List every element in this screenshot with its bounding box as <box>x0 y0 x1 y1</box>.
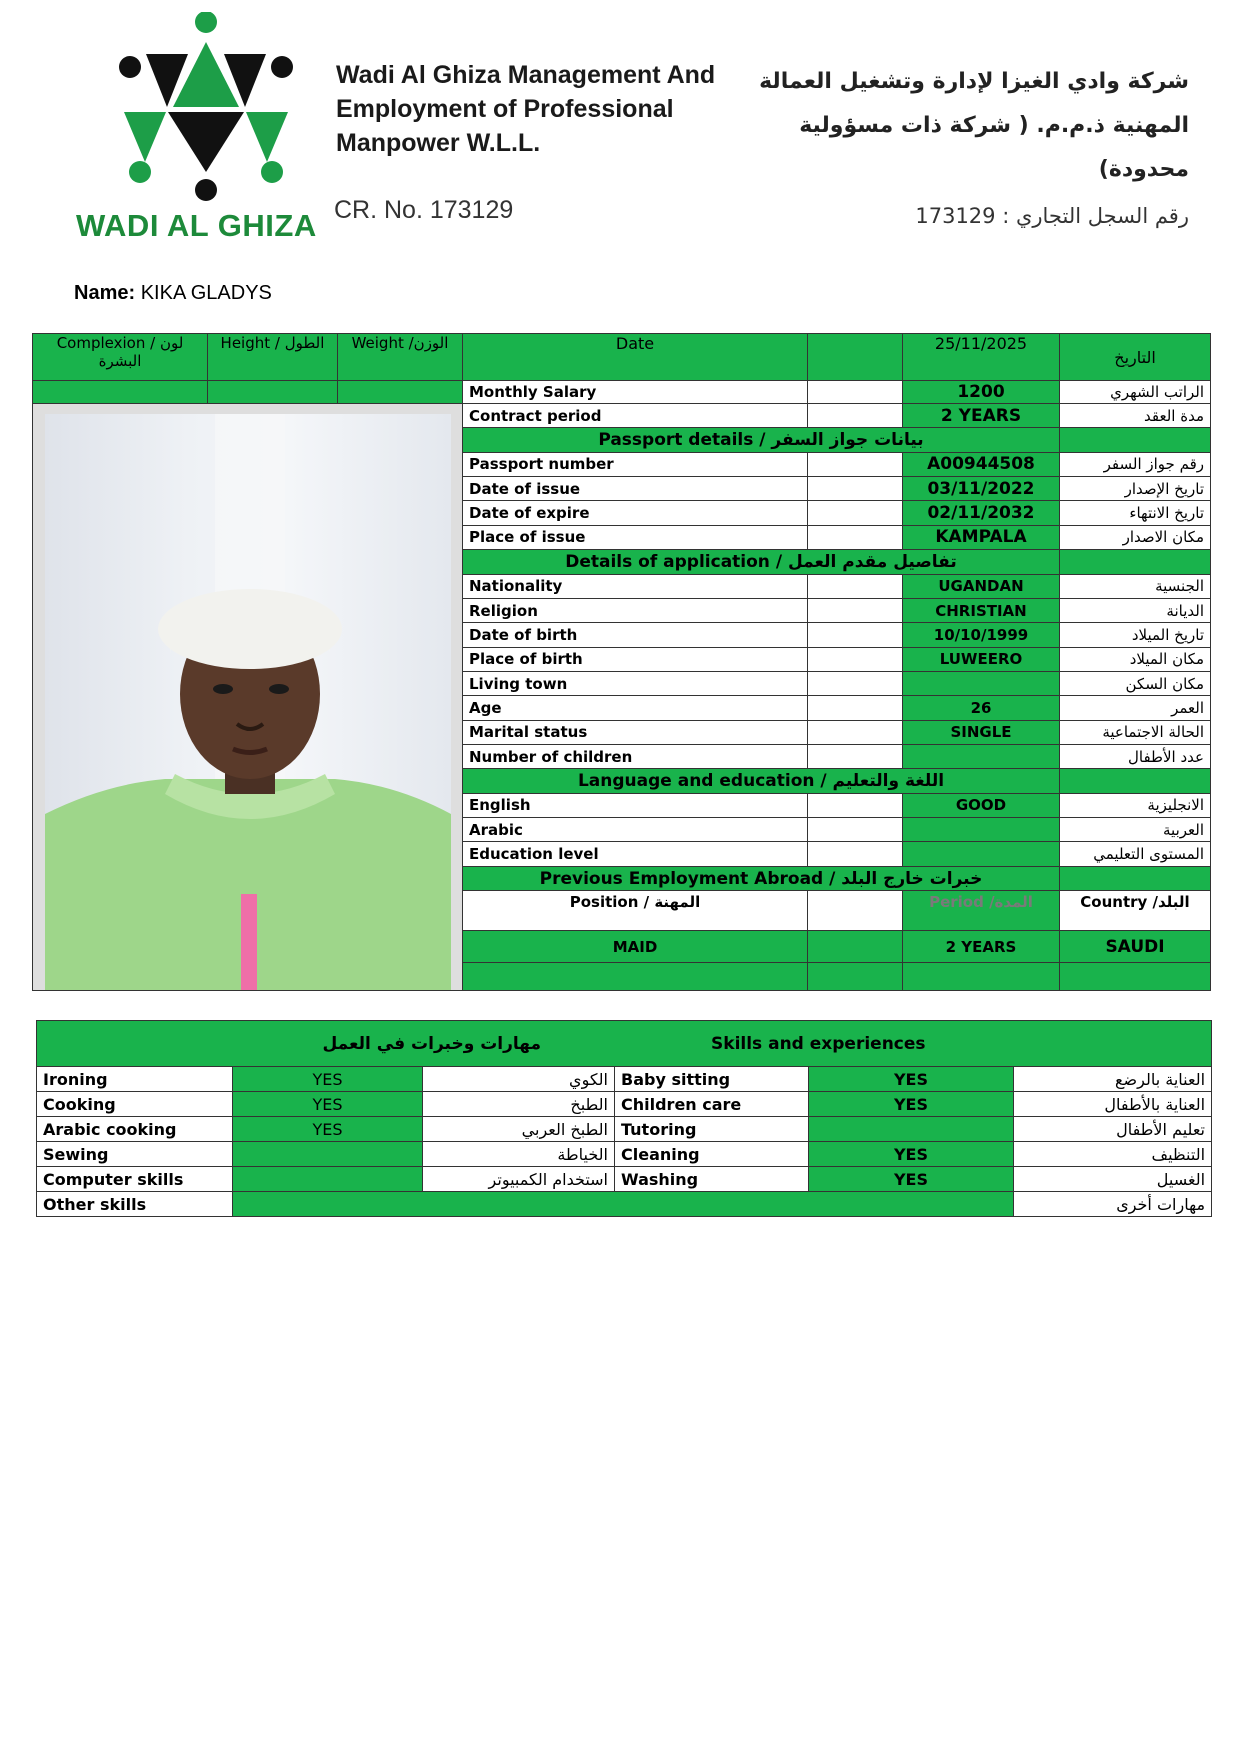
logo-triangle-mid <box>168 112 244 172</box>
skills-header-ar: مهارات وخبرات في العمل <box>322 1033 542 1054</box>
skill-value: YES <box>233 1092 423 1117</box>
empty-cell <box>808 334 903 381</box>
skill-label-ar: مهارات أخرى <box>1014 1192 1212 1217</box>
skill-value: YES <box>233 1067 423 1092</box>
skill-label: Tutoring <box>615 1117 809 1142</box>
weight-label: Weight /الوزن <box>338 334 463 381</box>
field-value: A00944508 <box>903 452 1060 476</box>
empty-cell <box>808 745 903 769</box>
date-label-ar: التاريخ <box>1060 334 1211 381</box>
candidate-photo-illustration <box>45 414 451 990</box>
skill-value: YES <box>809 1167 1014 1192</box>
skill-label: Sewing <box>37 1142 233 1167</box>
company-name-ar <box>759 60 1189 192</box>
field-value: UGANDAN <box>903 574 1060 598</box>
company-name-ar-line: المهنية ذ.م.م. ( شركة ذات مسؤولية <box>799 113 1189 138</box>
field-label-ar: الانجليزية <box>1060 793 1211 817</box>
skill-value: YES <box>809 1067 1014 1092</box>
skill-label-ar: تعليم الأطفال <box>1014 1117 1212 1142</box>
position-col-header: Position / المهنة <box>463 891 808 931</box>
empty-cell <box>808 931 903 963</box>
contract-value: 2 YEARS <box>903 404 1060 428</box>
height-value <box>208 381 338 404</box>
skill-value <box>809 1117 1014 1142</box>
company-name-en-line: Manpower W.L.L. <box>336 129 541 157</box>
field-label-ar: تاريخ الإصدار <box>1060 477 1211 501</box>
logo-wordmark: WADI AL GHIZA <box>76 208 317 243</box>
employment-country: SAUDI <box>1060 931 1211 963</box>
field-label: English <box>463 793 808 817</box>
empty-cell <box>1060 866 1211 890</box>
empty-cell <box>808 477 903 501</box>
company-name-en-line: Wadi Al Ghiza Management And <box>336 61 716 89</box>
company-name-en-line: Employment of Professional <box>336 95 674 123</box>
skill-value <box>233 1167 423 1192</box>
empty-cell <box>808 842 903 866</box>
field-label-ar: العمر <box>1060 696 1211 720</box>
field-label: Place of issue <box>463 525 808 549</box>
skill-label-ar: الغسيل <box>1014 1167 1212 1192</box>
employment-position: MAID <box>463 931 808 963</box>
empty-cell <box>463 963 808 991</box>
employment-section-header: Previous Employment Abroad / خبرات خارج البلد <box>463 866 1060 890</box>
skill-label: Arabic cooking <box>37 1117 233 1142</box>
empty-cell <box>808 818 903 842</box>
field-value: 26 <box>903 696 1060 720</box>
field-label-ar: عدد الأطفال <box>1060 745 1211 769</box>
field-label-ar: مدة العقد <box>1060 404 1211 428</box>
field-label: Marital status <box>463 720 808 744</box>
empty-cell <box>808 696 903 720</box>
language-section-header: Language and education / اللغة والتعليم <box>463 769 1060 793</box>
company-name-ar-line: محدودة) <box>1098 157 1189 182</box>
empty-cell <box>808 381 903 404</box>
cr-number-en: CR. No. 173129 <box>334 196 514 224</box>
empty-cell <box>808 452 903 476</box>
field-value: 03/11/2022 <box>903 477 1060 501</box>
logo-dot-top <box>195 12 217 33</box>
skill-label: Computer skills <box>37 1167 233 1192</box>
field-label-ar: الحالة الاجتماعية <box>1060 720 1211 744</box>
skill-label-ar: العناية بالرضع <box>1014 1067 1212 1092</box>
field-value: KAMPALA <box>903 525 1060 549</box>
skill-label: Baby sitting <box>615 1067 809 1092</box>
field-value: GOOD <box>903 793 1060 817</box>
empty-cell <box>1060 550 1211 574</box>
skill-label: Washing <box>615 1167 809 1192</box>
salary-value: 1200 <box>903 381 1060 404</box>
company-name-en <box>336 58 715 160</box>
field-value: 02/11/2032 <box>903 501 1060 525</box>
date-label: Date <box>463 334 808 381</box>
skill-label-ar: الكوي <box>423 1067 615 1092</box>
empty-cell <box>808 598 903 622</box>
field-label-ar: مكان الاصدار <box>1060 525 1211 549</box>
field-label: Date of issue <box>463 477 808 501</box>
logo-triangle-br <box>246 112 288 162</box>
employment-period: 2 YEARS <box>903 931 1060 963</box>
passport-section-header: Passport details / بيانات جواز السفر <box>463 428 1060 452</box>
empty-cell <box>808 647 903 671</box>
skill-label: Cleaning <box>615 1142 809 1167</box>
empty-cell <box>808 574 903 598</box>
field-label-ar: مكان الميلاد <box>1060 647 1211 671</box>
empty-cell <box>808 793 903 817</box>
empty-cell <box>1060 963 1211 991</box>
period-col-header: Period /المدة <box>903 891 1060 931</box>
skill-label: Children care <box>615 1092 809 1117</box>
empty-cell <box>808 891 903 931</box>
field-label-ar: الراتب الشهري <box>1060 381 1211 404</box>
skill-value: YES <box>809 1092 1014 1117</box>
empty-cell <box>903 963 1060 991</box>
empty-cell <box>808 525 903 549</box>
candidate-photo <box>45 414 451 990</box>
skill-label-ar: الخياطة <box>423 1142 615 1167</box>
skill-value: YES <box>233 1117 423 1142</box>
field-label: Age <box>463 696 808 720</box>
field-label-ar: الجنسية <box>1060 574 1211 598</box>
cr-number-ar: رقم السجل التجاري : 173129 <box>915 204 1189 228</box>
field-label: Place of birth <box>463 647 808 671</box>
skill-label: Ironing <box>37 1067 233 1092</box>
skills-table <box>36 1020 1212 1217</box>
empty-cell <box>808 501 903 525</box>
field-label: Date of expire <box>463 501 808 525</box>
field-label: Arabic <box>463 818 808 842</box>
skills-section-header <box>37 1021 1212 1067</box>
skill-label-ar: الطبخ العربي <box>423 1117 615 1142</box>
empty-cell <box>808 671 903 695</box>
skill-value: YES <box>809 1142 1014 1167</box>
field-label-ar: رقم جواز السفر <box>1060 452 1211 476</box>
skill-value <box>233 1142 423 1167</box>
skill-label-ar: استخدام الكمبيوتر <box>423 1167 615 1192</box>
field-label: Education level <box>463 842 808 866</box>
photo-cell <box>33 404 463 991</box>
field-label: Nationality <box>463 574 808 598</box>
skills-header-en: Skills and experiences <box>711 1033 926 1054</box>
empty-cell <box>808 404 903 428</box>
field-value: CHRISTIAN <box>903 598 1060 622</box>
company-name-ar-line: شركة وادي الغيزا لإدارة وتشغيل العمالة <box>759 69 1189 94</box>
field-value: SINGLE <box>903 720 1060 744</box>
country-col-header: Country /البلد <box>1060 891 1211 931</box>
logo-triangle-up <box>173 42 239 107</box>
name-label: Name <box>74 282 129 304</box>
logo-dot-br <box>261 161 283 183</box>
field-label-ar: الديانة <box>1060 598 1211 622</box>
field-label-ar: العربية <box>1060 818 1211 842</box>
field-label-ar: تاريخ الانتهاء <box>1060 501 1211 525</box>
height-label: Height / الطول <box>208 334 338 381</box>
company-logo <box>118 12 294 208</box>
weight-value <box>338 381 463 404</box>
field-label-ar: المستوى التعليمي <box>1060 842 1211 866</box>
logo-dot-tl <box>119 56 141 78</box>
logo-dot-bottom <box>195 179 217 201</box>
skill-label: Other skills <box>37 1192 233 1217</box>
logo-dot-bl <box>129 161 151 183</box>
field-value <box>903 842 1060 866</box>
skill-label: Cooking <box>37 1092 233 1117</box>
skill-label-ar: التنظيف <box>1014 1142 1212 1167</box>
cv-main-table <box>32 333 1211 991</box>
date-value: 25/11/2025 <box>903 334 1060 381</box>
complexion-value <box>33 381 208 404</box>
candidate-name-line: Name: KIKA GLADYS <box>74 282 272 304</box>
empty-cell <box>808 963 903 991</box>
application-section-header: Details of application / تفاصيل مقدم العمل <box>463 550 1060 574</box>
logo-triangle-bl <box>124 112 166 162</box>
field-label-ar: تاريخ الميلاد <box>1060 623 1211 647</box>
empty-cell <box>808 720 903 744</box>
logo-dot-tr <box>271 56 293 78</box>
empty-cell <box>808 623 903 647</box>
candidate-name: KIKA GLADYS <box>140 282 272 304</box>
skill-label-ar: الطبخ <box>423 1092 615 1117</box>
field-value <box>903 671 1060 695</box>
field-value: LUWEERO <box>903 647 1060 671</box>
field-label: Living town <box>463 671 808 695</box>
field-value <box>903 818 1060 842</box>
field-label: Date of birth <box>463 623 808 647</box>
complexion-label: Complexion / لون البشرة <box>33 334 208 381</box>
field-value: 10/10/1999 <box>903 623 1060 647</box>
empty-cell <box>1060 428 1211 452</box>
field-label: Passport number <box>463 452 808 476</box>
field-label: Monthly Salary <box>463 381 808 404</box>
field-label: Religion <box>463 598 808 622</box>
field-label-ar: مكان السكن <box>1060 671 1211 695</box>
field-label: Number of children <box>463 745 808 769</box>
field-label: Contract period <box>463 404 808 428</box>
skill-label-ar: العناية بالأطفال <box>1014 1092 1212 1117</box>
empty-cell <box>1060 769 1211 793</box>
other-skills-value <box>233 1192 1014 1217</box>
field-value <box>903 745 1060 769</box>
